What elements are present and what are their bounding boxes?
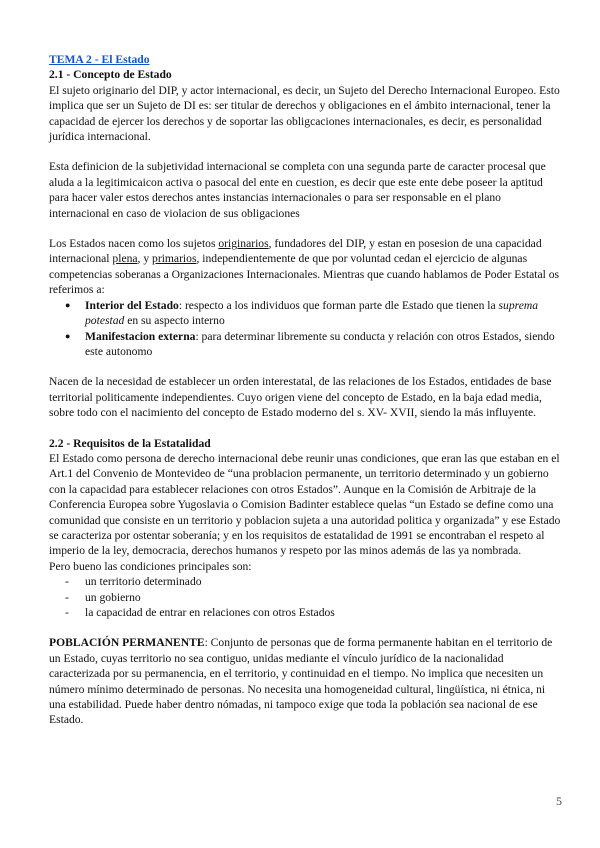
dash-icon: - (65, 606, 69, 619)
paragraph-nacen-necesidad: Nacen de la necesidad de establecer un orden interestatal, de las relaciones de los Estados, entidades de base territorial politicamente independientes. Cuyo origen viene del concepto de Estado, en la baja edad media, sobre todo con el nacimiento del concepto de Estado moderno del s. XV- XVII, siendo la más influyente. (49, 375, 552, 420)
underlined-originarios: originarios (218, 237, 269, 251)
bullet-bold: Manifestacion externa (85, 329, 196, 343)
dash-text: la capacidad de entrar en relaciones con otros Estados (85, 606, 335, 619)
poblacion-title: POBLACIÓN PERMANENTE (49, 636, 205, 650)
dash-icon: - (65, 575, 69, 589)
text-segment: , fundadores del DIP, y estan en posesion de una capacidad internacional (49, 237, 542, 266)
bullet-italic: suprema potestad (85, 298, 539, 328)
bullet-item-externa (65, 329, 562, 360)
section-title-requisitos: 2.2 - Requisitos de la Estatalidad (49, 436, 211, 450)
bullet-text: en su aspecto interno (124, 314, 225, 328)
dash-text: un territorio determinado (85, 575, 202, 589)
bullet-dot-icon: ● (65, 299, 71, 310)
dash-text: un gobierno (85, 590, 141, 604)
bullet-text: : respecto a los individuos que forman parte dle Estado que tienen la (178, 298, 499, 312)
paragraph-estado-persona: El Estado como persona de derecho internacional debe reunir unas condiciones, que eran las que estaban en el Art.1 del Convenio de Montevideo de “una problacion permanente, un territorio determinado y un gobierno con la capacidad para establecer relaciones con otros Estados”. Aunque en la Comisión de Arbitraje de la Conferencia Europea sobre Yugoslavia o Comision Badinter establece quelas “un Estado se define como una comunidad que consiste en un territorio y poblacion sujeta a una autoridad politica y organizada” y ese Estado se caracteriza por ostentar soberanía; y en los requisitos de estatalidad de 1991 se encontraban el respeto al imperio de la ley, democracia, derechos humanos y respeto por las minos además de las ya nombrada. (49, 451, 561, 558)
text-segment: Los Estados nacen como los sujetos (49, 237, 219, 251)
bullet-bold: Interior del Estado (85, 298, 179, 312)
paragraph-subjetividad: Esta definicion de la subjetividad internacional se completa con una segunda parte de caracter procesal que aluda a la legitimicaicon activa o pasocal del ente en cuestion, es decir que este ente debe poseer la aptitud para hacer valer estos derechos antes instancias internacionales o para ser responsable en el plano internacional en caso de violacion de sus obligaciones (49, 160, 546, 220)
bullet-text: : para determinar libremente su conducta y relación con otros Estados, siendo este autonomo (85, 329, 555, 358)
dash-icon: - (65, 590, 69, 604)
bullet-list-poder-estatal (49, 298, 562, 360)
tema-title[interactable]: TEMA 2 - El Estado (49, 53, 150, 66)
bullet-dot-icon: ● (65, 330, 71, 341)
paragraph-estados-nacen (49, 236, 562, 298)
section-title-concepto: 2.1 - Concepto de Estado (49, 68, 172, 82)
page-number: 5 (556, 794, 562, 808)
text-segment: , y (137, 252, 153, 266)
underlined-plena: plena (112, 252, 138, 266)
paragraph-sujeto-originario: El sujeto originario del DIP, y actor internacional, es decir, un Sujeto del Derecho Internacional Europeo. Esto implica que ser un Sujeto de DI es: ser titular de derechos y obligaciones en el ámbito internacional, tener la capacidad de ejercer los derechos y de soportar las obligcaciones internacionales, es decir, es personalidad jurídica internacional. (49, 83, 560, 144)
underlined-primarios: primarios (152, 252, 197, 266)
bullet-item-interior (65, 298, 562, 329)
paragraph-poblacion (49, 635, 562, 727)
dash-item (65, 574, 562, 589)
dash-item (65, 590, 562, 605)
poblacion-text: : Conjunto de personas que de forma permanente habitan en el territorio de un Estado, cuyas territorio no sea contiguo, unidas mediante el vínculo jurídico de la nacionalidad caracterizada por su permanencia, en el territorio, y continuidad en el tiempo. No implica que necesiten un número mínimo determinado de personas. No necesita una homogeneidad cultural, lingüística, ni étnica, ni una estabilidad. Puede haber dentro nómadas, ni tampoco exige que toda la población sea nacional de ese Estado. (49, 636, 553, 727)
dash-list-condiciones (49, 574, 562, 620)
text-segment: , independientemente de que por voluntad cedan el ejercicio de algunas competencias soberanas a Organizaciones Internacionales. Mientras que cuando hablamos de Poder Estatal os referimos a: (49, 252, 560, 297)
page-content (49, 52, 562, 728)
paragraph-condiciones: Pero bueno las condiciones principales son: (49, 559, 252, 573)
dash-item (65, 605, 562, 620)
